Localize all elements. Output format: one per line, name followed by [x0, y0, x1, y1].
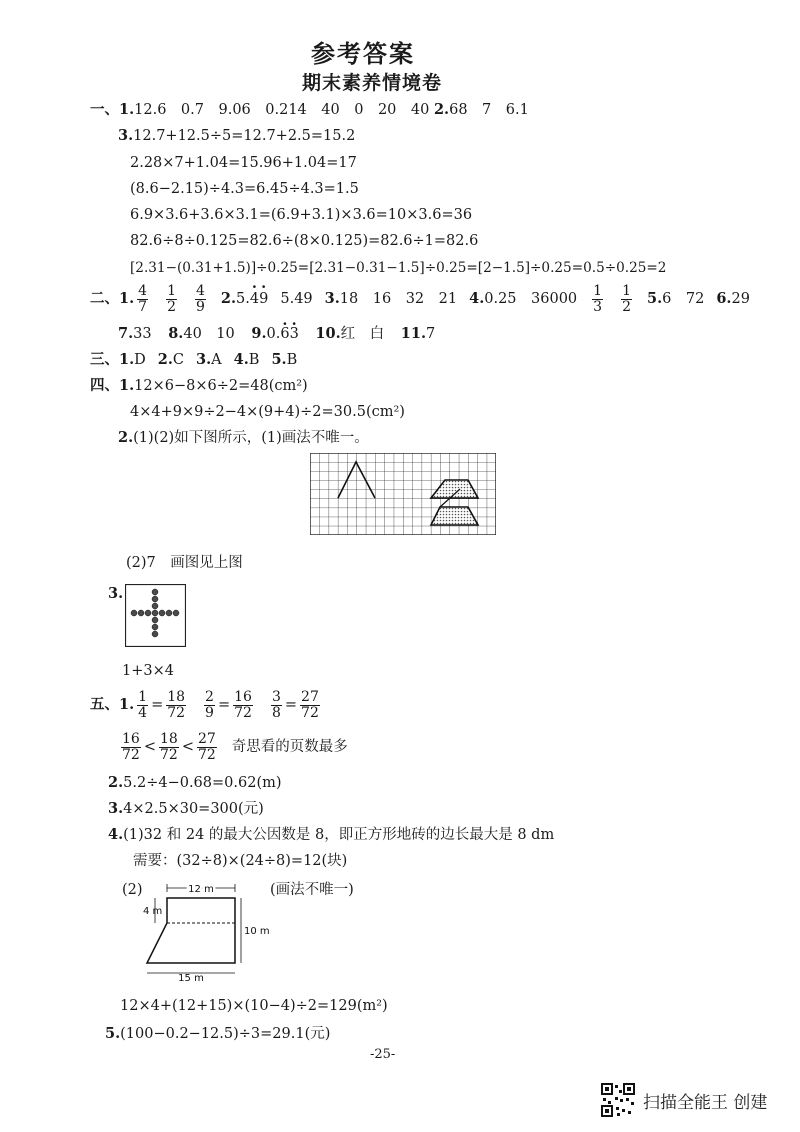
dimension-label-bottom: 15 m [178, 973, 204, 984]
page-subtitle: 期末素养情境卷 [302, 72, 443, 94]
fraction: $\frac{4}{9}$ [195, 282, 205, 315]
section4-q2-text: 2.(1)(2)如下图所示，(1)画法不唯一。 [118, 429, 369, 446]
section5-q1-line2: $\frac{16}{72}$ < $\frac{18}{72}$ < $\frac{27}{72}$ 奇思看的页数最多 [122, 730, 348, 763]
section4-q3-number: 3. [108, 585, 124, 602]
section1-q3-line6: [2.31−(0.31+1.5)]÷0.25=[2.31−0.31−1.5]÷0.25=[2−1.5]÷0.25=0.5÷0.25=2 [130, 260, 667, 276]
repeating-digit: · 4 [250, 289, 259, 309]
grid-figure [310, 453, 496, 535]
section5-q2: 2.5.2÷4−0.68=0.62(m) [108, 774, 282, 791]
section4-number: 四、 [90, 377, 119, 394]
page-number: -25- [370, 1047, 396, 1062]
repeating-digit: · 9 [259, 289, 268, 309]
section5-number: 五、 [90, 696, 119, 713]
section1-q3-line5: 82.6÷8÷0.125=82.6÷(8×0.125)=82.6÷1=82.6 [130, 233, 479, 249]
section4-q3-answer: 1+3×4 [122, 663, 174, 679]
bead-cross-figure [125, 584, 186, 647]
qr-code-icon [600, 1082, 636, 1118]
section3-number: 三、 [90, 351, 119, 368]
section3-line: 三、1.D 2.C 3.A 4.B 5.B [90, 351, 298, 368]
section5-q4-part2: (2) [122, 882, 143, 898]
section5-q1-line1: 五、 1. $\frac{1}{4}$ = $\frac{18}{72}$ $\frac{2}{9}$ = $\frac{16}{72}$ $\frac{3}{8}$ = $\frac{27}{72}$ [90, 688, 319, 721]
watermark-text: 扫描全能王 创建 [643, 1093, 768, 1113]
section4-q1-line2: 4×4+9×9÷2−4×(9+4)÷2=30.5(cm²) [130, 404, 405, 420]
section1-line1: 一、1.12.6 0.7 9.06 0.214 40 0 20 40 2.68 7 6.1 [90, 101, 529, 118]
section1-number: 一、 [90, 101, 119, 118]
section4-q1-line1: 四、1.12×6−8×6÷2=48(cm²) [90, 377, 308, 394]
section2-number: 二、 [90, 290, 119, 307]
section1-q3-line4: 6.9×3.6+3.6×3.1=(6.9+3.1)×3.6=10×3.6=36 [130, 207, 473, 223]
section5-q4-note: (画法不唯一) [270, 882, 354, 898]
repeating-digit: · 3 [290, 326, 299, 342]
section5-q4-line2: 需要：(32÷8)×(24÷8)=12(块) [133, 853, 348, 869]
section5-q3: 3.4×2.5×30=300(元) [108, 800, 264, 817]
section1-q3-line1: 3.12.7+12.5÷5=12.7+2.5=15.2 [118, 127, 356, 144]
section5-q4-line3: 12×4+(12+15)×(10−4)÷2=129(m²) [120, 998, 388, 1014]
fraction: $\frac{1}{2}$ [622, 282, 632, 315]
section5-q5: 5.(100−0.2−12.5)÷3=29.1(元) [105, 1025, 331, 1042]
dimension-label-top: 12 m [188, 884, 214, 895]
section2-line1: 二、 1. $\frac{4}{7}$ $\frac{1}{2}$ $\frac{4}{9}$ 2. 5. · 4 · 9 5.49 3. 18 16 32 21 4. 0.25 36000 $\frac{1}{3}$ $\frac{1}{2}$ 5. 6 72 6. 29 [90, 284, 750, 314]
dimension-label-right: 10 m [244, 926, 270, 937]
section1-q3-line3: (8.6−2.15)÷4.3=6.45÷4.3=1.5 [130, 181, 359, 197]
repeating-digit: · 6 [280, 326, 289, 342]
fraction: $\frac{4}{7}$ [138, 282, 148, 315]
section5-q4-line1: 4.(1)32 和 24 的最大公因数是 8，即正方形地砖的边长最大是 8 dm [108, 826, 555, 843]
dimension-label-left: 4 m [143, 906, 163, 917]
fraction: $\frac{1}{3}$ [593, 282, 603, 315]
section2-line2: 7.33 8.40 10 9.0.· 6· 3 10.红 白 11.7 [118, 324, 435, 344]
page-title: 参考答案 [311, 39, 415, 68]
section4-q2-sub: (2)7 画图见上图 [126, 555, 243, 571]
land-figure [135, 880, 275, 985]
fraction: $\frac{1}{2}$ [167, 282, 176, 315]
section1-q3-line2: 2.28×7+1.04=15.96+1.04=17 [130, 155, 357, 171]
